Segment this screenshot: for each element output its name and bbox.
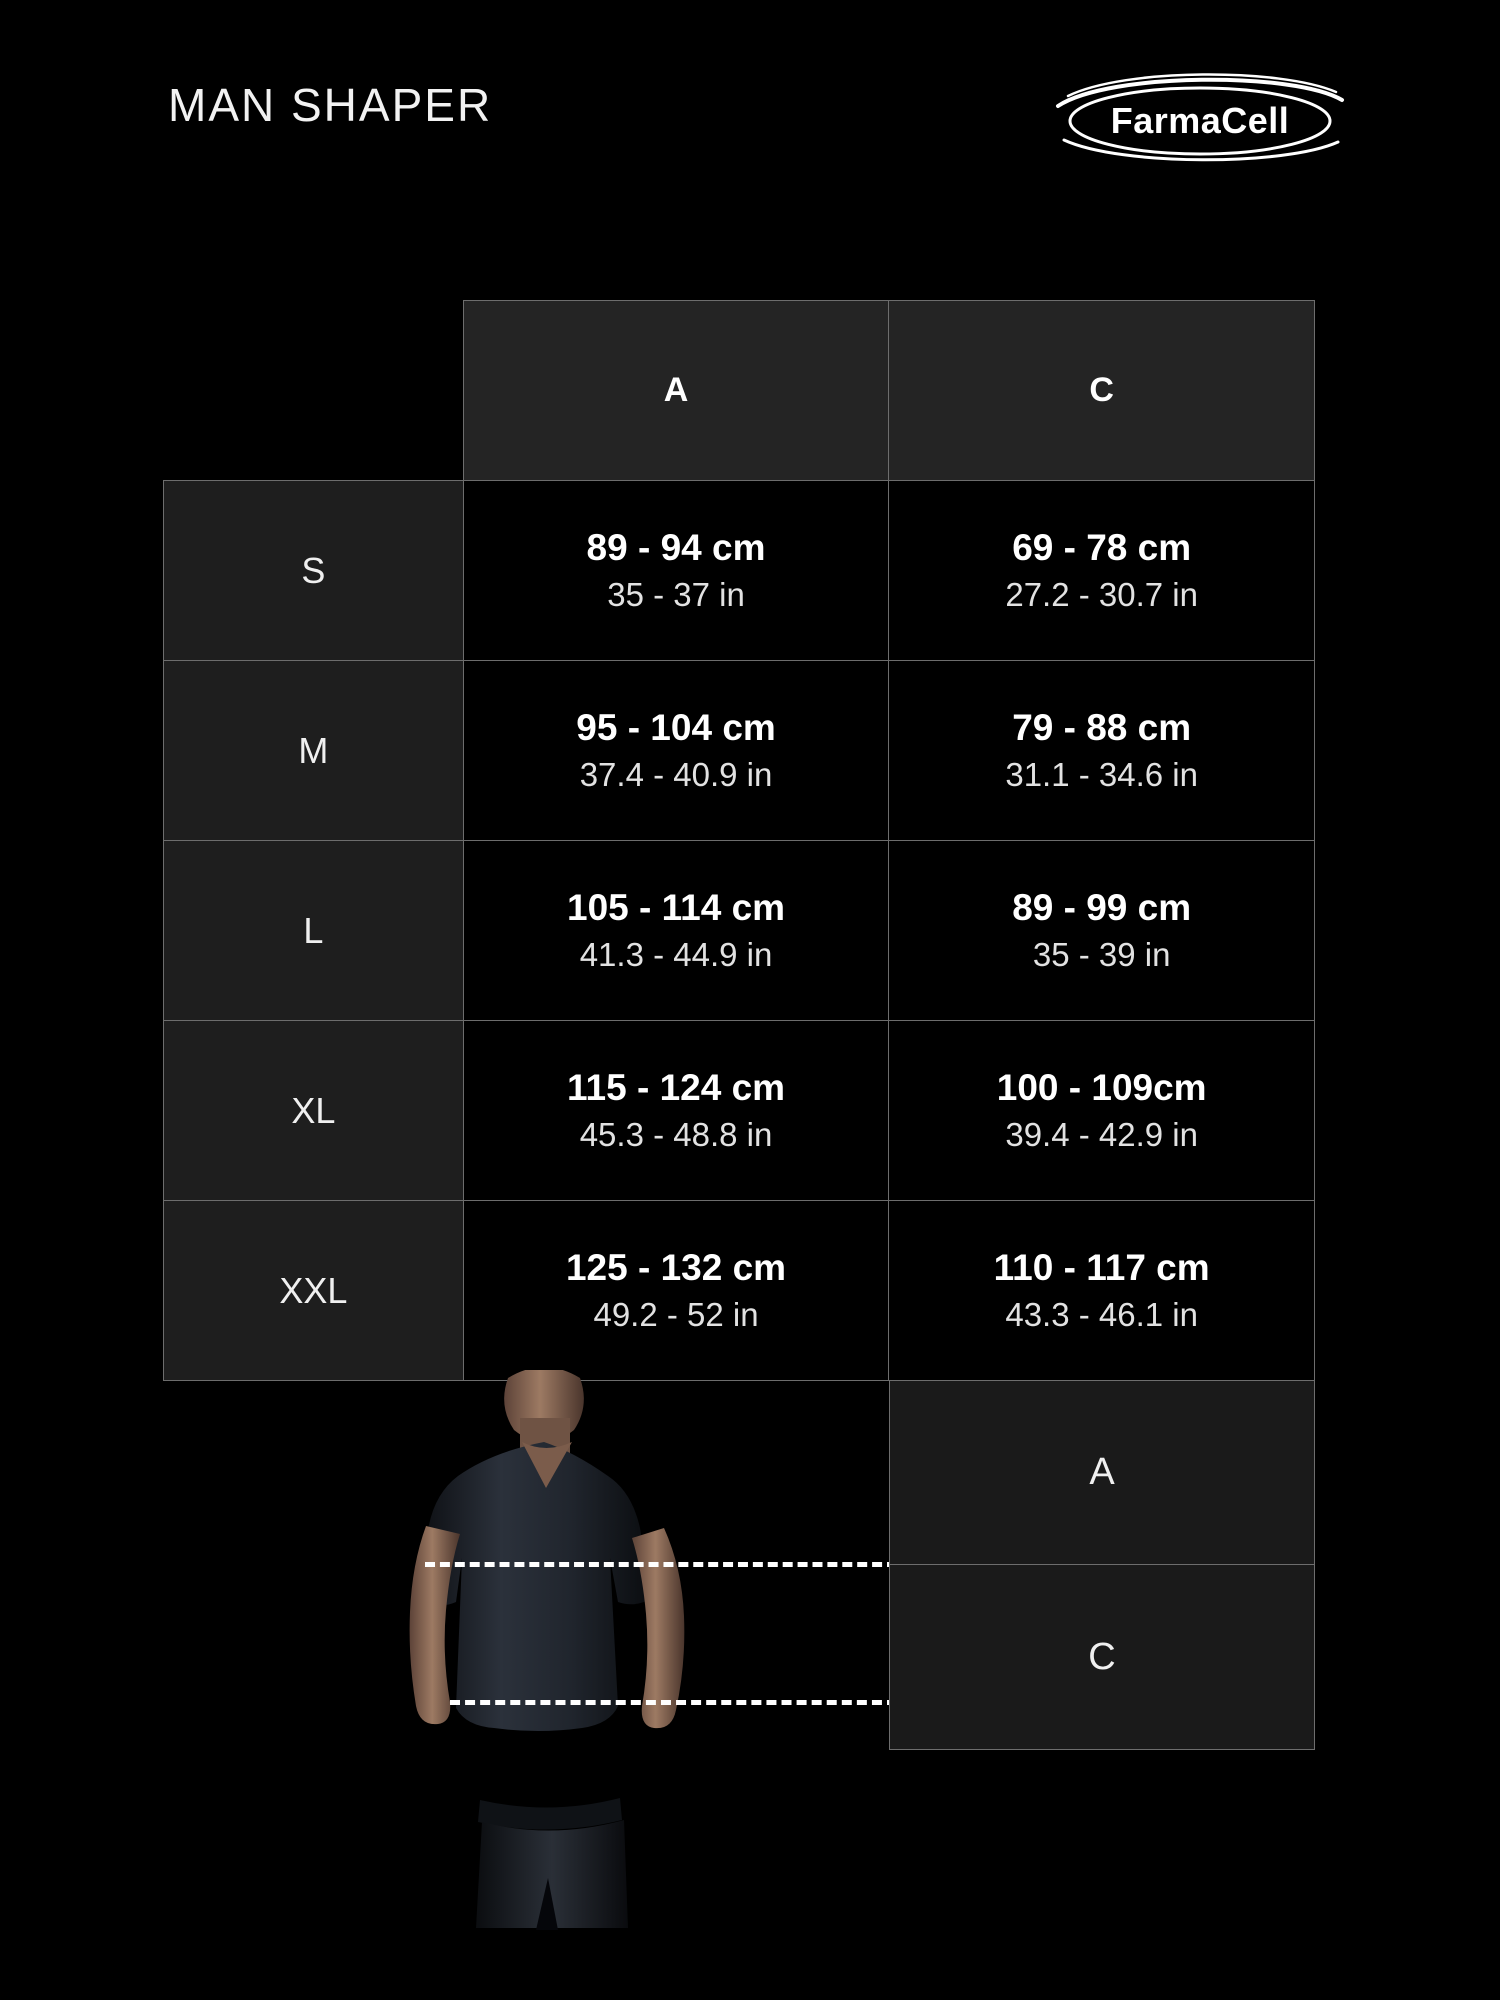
measure-c-value [889,1021,1315,1201]
measure-a-value [463,1201,889,1381]
dashed-measure-line-waist [450,1700,897,1705]
legend-label-a: A [889,1380,1315,1565]
brand-logo [1050,66,1350,176]
header-cell-c: C [889,301,1315,481]
size-label: L [164,841,464,1021]
size-label: XL [164,1021,464,1201]
measure-a-in: 45.3 - 48.8 in [579,1115,773,1153]
measure-a-cm: 125 - 132 cm [565,1247,787,1289]
measure-a-cm: 89 - 94 cm [586,527,766,569]
brand-wordmark [1050,66,1350,176]
measure-a-cm: 95 - 104 cm [576,707,776,749]
measure-c-in: 35 - 39 in [1032,935,1171,973]
measure-c-cm: 89 - 99 cm [1012,887,1192,929]
size-label: S [164,481,464,661]
size-label: M [164,661,464,841]
measure-c-in: 39.4 - 42.9 in [1005,1115,1198,1153]
measure-a-in: 41.3 - 44.9 in [579,935,773,973]
table-row [164,1021,1315,1201]
measure-c-value [889,661,1315,841]
table-header-row [164,301,1315,481]
dashed-measure-line-chest [425,1562,897,1567]
measure-c-value [889,1201,1315,1381]
page-title: MAN SHAPER [168,79,493,131]
measure-a-in: 35 - 37 in [607,575,745,613]
size-label: XXL [164,1201,464,1381]
male-model-wearing-shaper-tshirt [330,1370,760,1930]
measure-a-cm: 115 - 124 cm [567,1067,786,1109]
header-cell-a: A [463,301,889,481]
table-row [164,661,1315,841]
measure-a-value [463,661,889,841]
measurement-legend [889,1380,1315,1750]
measure-c-cm: 110 - 117 cm [993,1247,1210,1289]
table-row [164,841,1315,1021]
brand-name-primary: Farma [1110,100,1222,141]
header-cell-empty [164,301,464,481]
measure-c-in: 43.3 - 46.1 in [1005,1295,1198,1333]
measure-c-value [889,841,1315,1021]
measure-c-in: 31.1 - 34.6 in [1005,755,1198,793]
measure-c-value [889,481,1315,661]
size-chart-table [163,300,1315,1381]
page-header [0,78,1500,188]
measure-c-cm: 79 - 88 cm [1012,707,1192,749]
measure-a-in: 49.2 - 52 in [593,1295,759,1333]
measure-a-in: 37.4 - 40.9 in [579,755,773,793]
measure-c-cm: 100 - 109cm [996,1067,1207,1109]
measure-c-in: 27.2 - 30.7 in [1005,575,1198,613]
measure-a-value [463,1021,889,1201]
legend-label-c: C [889,1565,1315,1750]
measure-a-value [463,481,889,661]
measure-a-cm: 105 - 114 cm [567,887,786,929]
brand-name-secondary: Cell [1221,100,1290,141]
measure-a-value [463,841,889,1021]
table-row [164,481,1315,661]
table-row [164,1201,1315,1381]
measure-c-cm: 69 - 78 cm [1012,527,1192,569]
